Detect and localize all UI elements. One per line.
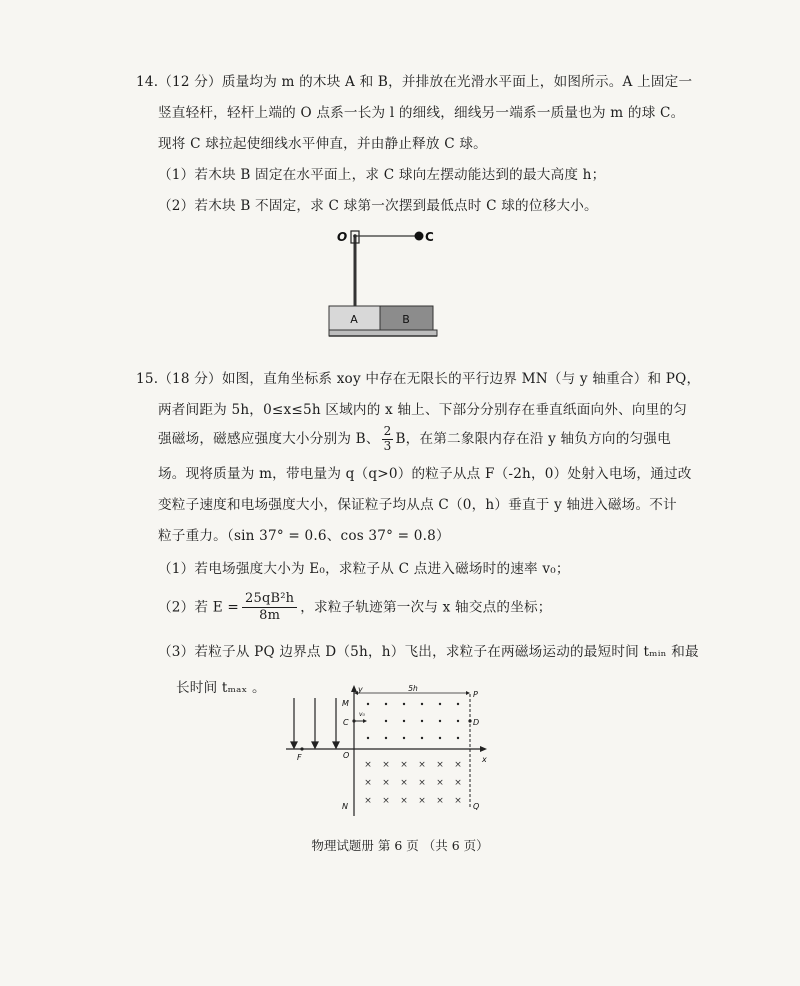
label-5h: 5h [408, 684, 418, 693]
svg-text:×: × [364, 796, 372, 806]
q15-line-2: 两者间距为 5h，0≤x≤5h 区域内的 x 轴上、下部分分别存在垂直纸面向外、向里的匀 [158, 402, 688, 418]
label-x: x [482, 755, 487, 764]
q14-label-o: O [337, 230, 348, 244]
q15-line-3-pre: 强磁场，磁感应强度大小分别为 B、 [158, 430, 380, 447]
svg-text:×: × [400, 760, 408, 770]
q14-line-1: 14.（12 分）质量均为 m 的木块 A 和 B，并排放在光滑水平面上，如图所示。A 上固定一 [136, 74, 693, 90]
svg-text:×: × [418, 778, 426, 788]
q15-line-3 [158, 425, 671, 454]
q15-line-4: 场。现将质量为 m，带电量为 q（q>0）的粒子从点 F（-2h，0）处射入电场，通过改 [158, 466, 692, 482]
fraction-two-thirds: $\frac{2}{3}$ [383, 424, 392, 453]
q14-part-2: （2）若木块 B 不固定，求 C 球第一次摆到最低点时 C 球的位移大小。 [158, 198, 598, 214]
q15-part-3-line-2: 长时间 tₘₐₓ 。 [176, 680, 266, 696]
svg-text:×: × [382, 796, 390, 806]
q15-part-2-post: ，求粒子轨迹第一次与 x 轴交点的坐标； [300, 599, 552, 616]
q15-line-6: 粒子重力。（sin 37° = 0.6、cos 37° = 0.8） [158, 528, 450, 544]
q14-line-3: 现将 C 球拉起使细线水平伸直，并由静止释放 C 球。 [158, 136, 487, 152]
label-v0: v₀ [359, 711, 365, 718]
svg-text:×: × [382, 778, 390, 788]
label-q: Q [473, 802, 480, 811]
point-c [352, 719, 355, 722]
point-d [468, 719, 471, 722]
svg-text:×: × [454, 796, 462, 806]
q15-line-5: 变粒子速度和电场强度大小，保证粒子均从点 C（0，h）垂直于 y 轴进入磁场。不计 [158, 497, 677, 513]
q14-line-2: 竖直轻杆，轻杆上端的 O 点系一长为 l 的细线，细线另一端系一质量也为 m 的球 C。 [158, 105, 685, 121]
q14-part-1: （1）若木块 B 固定在水平面上，求 C 球向左摆动能达到的最大高度 h； [158, 167, 606, 183]
svg-text:×: × [418, 796, 426, 806]
label-d: D [473, 718, 480, 727]
magnetic-field-in-crosses [364, 760, 462, 806]
q15-line-1: 15.（18 分）如图，直角坐标系 xoy 中存在无限长的平行边界 MN（与 y 轴重合）和 PQ， [136, 371, 701, 387]
q14-label-c: C [425, 230, 434, 244]
svg-text:×: × [418, 760, 426, 770]
q15-figure [280, 684, 492, 828]
q15-part-2-pre: （2）若 E = [158, 599, 239, 616]
svg-text:×: × [454, 778, 462, 788]
q14-label-b: B [402, 313, 410, 326]
label-p: P [473, 690, 478, 699]
svg-text:×: × [382, 760, 390, 770]
svg-text:×: × [400, 778, 408, 788]
q15-part-3-line-1: （3）若粒子从 PQ 边界点 D（5h，h）飞出，求粒子在两磁场运动的最短时间 tₘᵢₙ 和最 [158, 644, 699, 660]
label-o: O [343, 751, 350, 760]
svg-text:×: × [364, 760, 372, 770]
q14-label-a: A [350, 313, 358, 326]
label-y: y [358, 685, 363, 694]
svg-text:×: × [436, 796, 444, 806]
q15-line-3-post: B，在第二象限内存在沿 y 轴负方向的匀强电 [395, 430, 671, 447]
q15-part-1: （1）若电场强度大小为 E₀，求粒子从 C 点进入磁场时的速率 v₀； [158, 561, 570, 577]
label-m: M [342, 699, 349, 708]
electric-field-lines [291, 698, 339, 748]
fraction-e-value: $\frac{\text{25qB²h}}{8m}$ [242, 591, 297, 625]
svg-text:×: × [436, 760, 444, 770]
svg-text:×: × [364, 778, 372, 788]
svg-text:×: × [436, 778, 444, 788]
point-f [300, 747, 303, 750]
svg-text:×: × [400, 796, 408, 806]
q14-figure [318, 222, 448, 341]
svg-text:×: × [454, 760, 462, 770]
page-footer: 物理试题册 第 6 页 （共 6 页） [311, 838, 489, 853]
magnetic-field-out-dots [367, 703, 459, 739]
q15-part-2 [158, 591, 552, 625]
label-c: C [343, 718, 349, 727]
label-f: F [297, 753, 302, 762]
label-n: N [342, 802, 348, 811]
q14-ground [329, 330, 437, 336]
q14-ball-c [415, 232, 424, 241]
